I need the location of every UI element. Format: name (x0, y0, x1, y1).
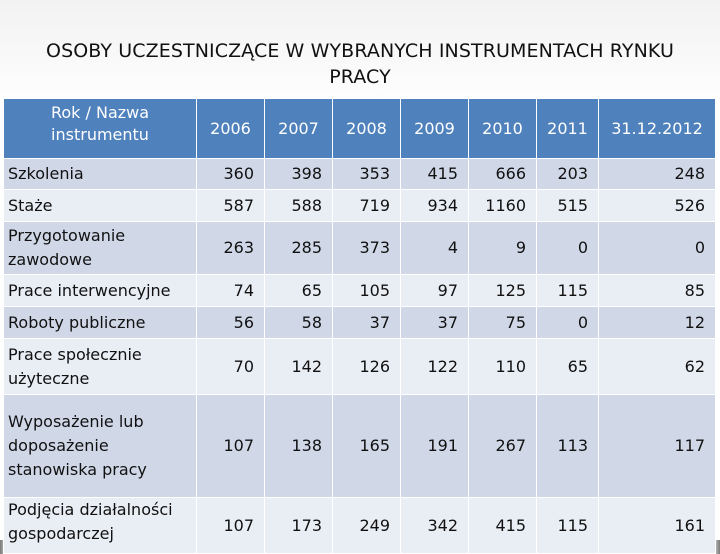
value-cell: 37 (333, 307, 401, 339)
table-row (4, 395, 716, 498)
value-cell: 1160 (469, 190, 537, 222)
value-cell: 719 (333, 190, 401, 222)
value-cell: 587 (197, 190, 265, 222)
value-cell: 105 (333, 275, 401, 307)
value-cell: 70 (197, 339, 265, 395)
table-row (4, 222, 716, 275)
value-cell: 85 (599, 275, 716, 307)
row-name-cell: Prace interwencyjne (4, 275, 197, 307)
value-cell: 191 (401, 395, 469, 498)
header-cell-year: 2006 (197, 99, 265, 159)
value-cell: 56 (197, 307, 265, 339)
row-name-cell: Wyposażenie lub doposażenie stanowiska pracy (4, 395, 197, 498)
value-cell: 75 (469, 307, 537, 339)
header-cell-year: 2009 (401, 99, 469, 159)
value-cell: 62 (599, 339, 716, 395)
value-cell: 107 (197, 498, 265, 554)
value-cell: 373 (333, 222, 401, 275)
slide-title: OSOBY UCZESTNICZĄCE W WYBRANYCH INSTRUMENTACH RYNKU PRACY (46, 40, 674, 88)
value-cell: 515 (537, 190, 599, 222)
value-cell: 138 (265, 395, 333, 498)
header-cell-year: 2010 (469, 99, 537, 159)
table-row (4, 498, 716, 554)
value-cell: 285 (265, 222, 333, 275)
value-cell: 58 (265, 307, 333, 339)
value-cell: 107 (197, 395, 265, 498)
value-cell: 165 (333, 395, 401, 498)
value-cell: 203 (537, 159, 599, 190)
value-cell: 666 (469, 159, 537, 190)
value-cell: 113 (537, 395, 599, 498)
value-cell: 342 (401, 498, 469, 554)
value-cell: 122 (401, 339, 469, 395)
row-name-cell: Podjęcia działalności gospodarczej (4, 498, 197, 554)
value-cell: 4 (401, 222, 469, 275)
value-cell: 126 (333, 339, 401, 395)
header-cell-year: 2007 (265, 99, 333, 159)
table-row (4, 159, 716, 190)
value-cell: 0 (537, 222, 599, 275)
header-cell-name: Rok / Nazwa instrumentu (4, 99, 197, 159)
value-cell: 248 (599, 159, 716, 190)
value-cell: 9 (469, 222, 537, 275)
value-cell: 263 (197, 222, 265, 275)
value-cell: 12 (599, 307, 716, 339)
value-cell: 526 (599, 190, 716, 222)
value-cell: 115 (537, 498, 599, 554)
header-cell-year: 2011 (537, 99, 599, 159)
row-name-cell: Staże (4, 190, 197, 222)
value-cell: 934 (401, 190, 469, 222)
value-cell: 353 (333, 159, 401, 190)
value-cell: 115 (537, 275, 599, 307)
header-cell-year: 31.12.2012 (599, 99, 716, 159)
value-cell: 360 (197, 159, 265, 190)
value-cell: 142 (265, 339, 333, 395)
value-cell: 117 (599, 395, 716, 498)
value-cell: 110 (469, 339, 537, 395)
table-row (4, 190, 716, 222)
value-cell: 37 (401, 307, 469, 339)
header-cell-year: 2008 (333, 99, 401, 159)
value-cell: 415 (469, 498, 537, 554)
value-cell: 249 (333, 498, 401, 554)
row-name-cell: Przygotowanie zawodowe (4, 222, 197, 275)
value-cell: 65 (537, 339, 599, 395)
value-cell: 161 (599, 498, 716, 554)
table-row (4, 339, 716, 395)
data-table (3, 98, 716, 554)
value-cell: 97 (401, 275, 469, 307)
value-cell: 588 (265, 190, 333, 222)
value-cell: 0 (537, 307, 599, 339)
value-cell: 415 (401, 159, 469, 190)
value-cell: 0 (599, 222, 716, 275)
row-name-cell: Roboty publiczne (4, 307, 197, 339)
value-cell: 267 (469, 395, 537, 498)
row-name-cell: Szkolenia (4, 159, 197, 190)
value-cell: 398 (265, 159, 333, 190)
header-row (4, 99, 716, 159)
value-cell: 173 (265, 498, 333, 554)
value-cell: 74 (197, 275, 265, 307)
value-cell: 125 (469, 275, 537, 307)
row-name-cell: Prace społecznie użyteczne (4, 339, 197, 395)
table-row (4, 307, 716, 339)
table-row (4, 275, 716, 307)
value-cell: 65 (265, 275, 333, 307)
